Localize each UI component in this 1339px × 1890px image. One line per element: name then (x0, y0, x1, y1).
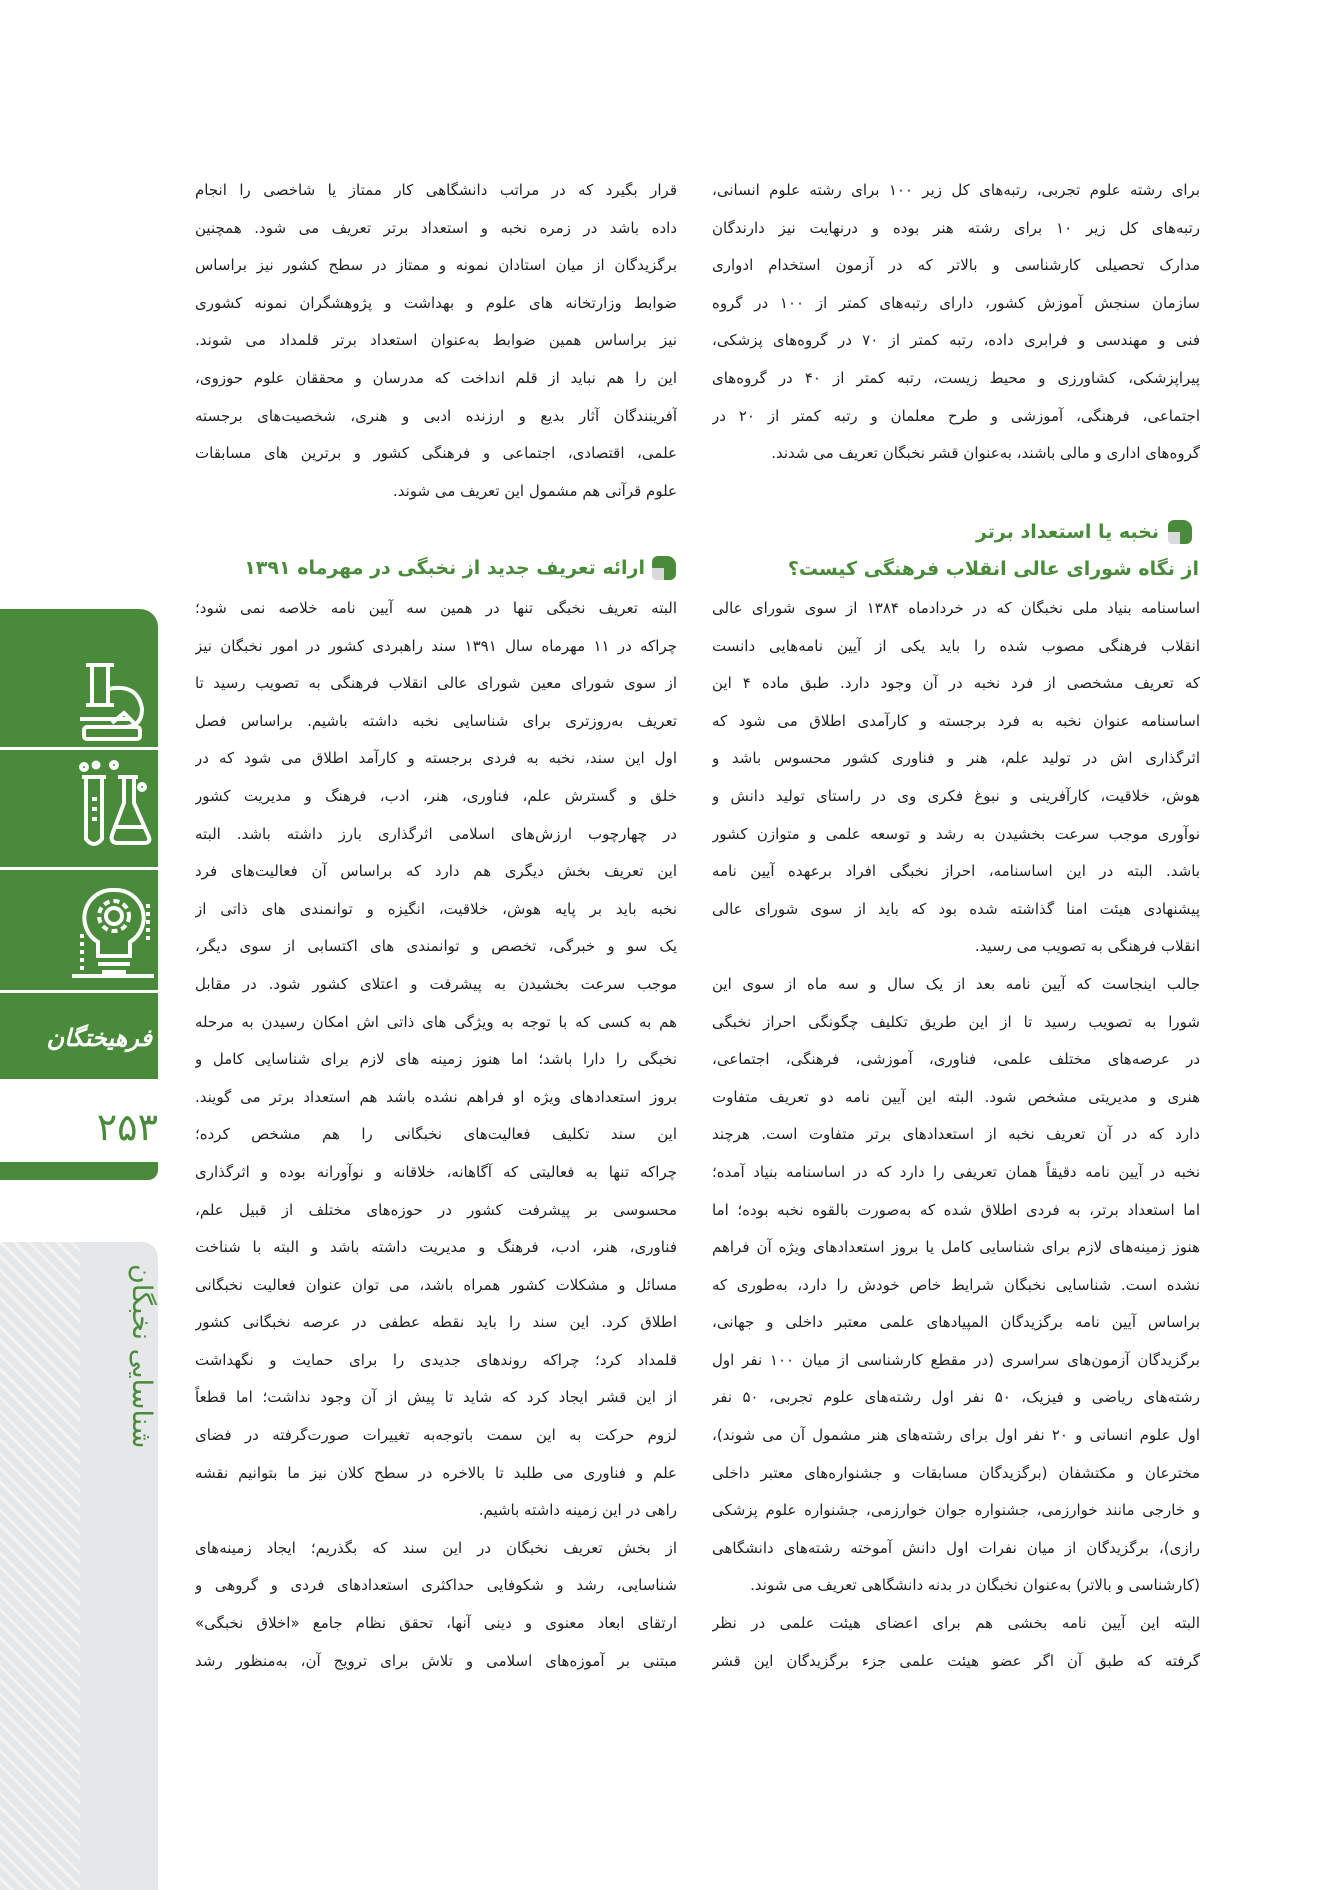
text-line: گرفته که طبق آن اگر عضو هیئت علمی جزء برگزیدگان این قشر (712, 1651, 1200, 1670)
text-line: اجتماعی، فرهنگی، آموزشی و طرح معلمان و رتبه کمتر از ۲۰ در (712, 406, 1200, 425)
text-line: پیراپزشکی، کشاورزی و محیط زیست، رتبه کمتر از ۴۰ در گروه‌های (712, 368, 1200, 387)
text-line: نخبگی را دارا باشد؛ اما هنوز زمینه های لازم برای شناسایی کامل و (195, 1050, 677, 1069)
paragraph (712, 172, 1200, 473)
text-line: این سند تکلیف فعالیت‌های نخبگانی را هم مشخص کرده؛ (195, 1125, 677, 1144)
decorative-stripes (0, 1242, 80, 1890)
text-line: هوش، خلاقیت، کارآفرینی و نبوغ فکری وی در راستای تولید دانش و (712, 786, 1200, 805)
text-line: علوم قرآنی هم مشمول این تعریف می شوند. (392, 481, 677, 500)
text-line: شورا به تصویب رسید تا از این طریق تکلیف چگونگی احراز نخبگی (712, 1012, 1200, 1031)
text-line: گروه‌های اداری و مالی باشند، به‌عنوان قشر نخبگان تعریف می شدند. (771, 444, 1200, 463)
text-line: تعریف به‌روزتری برای شناسایی نخبه داشته باشیم. براساس فصل (195, 711, 677, 730)
text-line: برگزیدگان آزمون‌های سراسری (در مقطع کارشناسی از میان ۱۰۰ نفر اول (712, 1350, 1200, 1369)
text-line: (کارشناسی و بالاتر) به‌عنوان نخبگان در بدنه دانشگاهی تعریف می شوند. (750, 1576, 1200, 1595)
text-line: علمی، اقتصادی، اجتماعی و فرهنگی کشور و برترین های مسابقات (195, 444, 677, 463)
shelf-divider (0, 867, 158, 870)
heading-bullet-icon (652, 556, 676, 580)
text-line: و خارجی مانند خوارزمی، جشنواره جوان خوارزمی، جشنواره علوم پزشکی (712, 1501, 1200, 1520)
text-line: ضوابط وزارتخانه های علوم و بهداشت و پژوهشگران نمونه کشوری (195, 293, 677, 312)
text-line: برگزیدگان از میان استادان نمونه و ممتاز در سطح کشور نیز براساس (195, 256, 677, 275)
right-column-intro (712, 172, 1200, 473)
text-line: در عرصه‌های مختلف علمی، فناوری، آموزشی، فرهنگی، اجتماعی، (712, 1050, 1200, 1069)
text-line: از سوی شورای معین شورای عالی انقلاب فرهنگی به تصویب رسید تا (195, 674, 677, 693)
text-line: مدارک تحصیلی کارشناسی و بالاتر که در آزمون استخدام ادواری (712, 256, 1200, 275)
text-line: از این قشر ایجاد کرد که شاید تا پیش از آن وجود نداشت؛ اما قطعاً (195, 1388, 677, 1407)
left-column-intro (195, 172, 677, 510)
text-line: قرار بگیرد که در مراتب دانشگاهی کار ممتاز یا شاخصی را انجام (195, 181, 677, 199)
text-line: چراکه تنها به فعالیتی که آگاهانه، خلاقانه و نوآورانه بوده و اثرگذاری (195, 1162, 677, 1181)
text-line: پیشنهادی هیئت امنا گذاشته شده بود که باید از سوی شورای عالی (712, 899, 1200, 918)
text-line: آفرینندگان آثار بدیع و ارزنده ادبی و هنری، شخصیت‌های برجسته (195, 406, 677, 425)
text-line: بروز استعدادهای ویژه او فراهم نشده باشد هم استعداد برتر می گویند. (195, 1087, 677, 1106)
paragraph (712, 590, 1200, 966)
paragraph (195, 590, 677, 1530)
shelf-divider (0, 990, 158, 993)
text-line: اثرگذاری اش در تولید علم، هنر و فناوری کشور محسوس باشد و (712, 749, 1200, 768)
text-line: چراکه در ۱۱ مهرماه سال ۱۳۹۱ سند راهبردی کشور در امور نخبگان نیز (195, 636, 677, 655)
text-line: داده باشد در زمره نخبه و استعداد برتر تعریف می شود. همچنین (195, 218, 677, 237)
text-line: دارد که در آن تعریف نخبه از استعدادهای برتر متفاوت است. هرچند (712, 1125, 1200, 1144)
text-line: انقلاب فرهنگی مصوب شده را باید یکی از آیین نامه‌هایی دانست (712, 636, 1200, 655)
text-line: قلمداد کرد؛ چراکه روندهای جدیدی را برای حمایت و نگهداشت (195, 1350, 677, 1369)
text-line: لزوم حرکت به این سمت باتوجه‌به تغییرات صورت‌گرفته در فضای (195, 1426, 677, 1445)
paragraph (712, 1605, 1200, 1680)
text-line: انقلاب فرهنگی به تصویب می رسید. (974, 937, 1200, 956)
text-line: نخبه باید بر پایه هوش، خلاقیت، انگیزه و توانمندی های ذاتی از (195, 899, 677, 918)
text-line: این را هم نباید از قلم انداخت که مدرسان و محققان علوم حوزوی، (195, 368, 677, 387)
text-line: جالب اینجاست که آیین نامه بعد از یک سال و سه ماه از سوی این (712, 974, 1200, 993)
text-line: مسائل و مشکلات کشور همراه باشد، می توان عنوان فعالیت نخبگانی (195, 1275, 677, 1294)
text-line: این تعریف بخش دیگری هم دارد که براساس آن فعالیت‌های فرد (195, 862, 677, 881)
text-line: از بخش تعریف نخبگان در این سند که بگذریم؛ ایجاد زمینه‌های (195, 1538, 677, 1557)
text-line: اول علوم انسانی و ۲۰ نفر اول برای رشته‌های هنر مشمول آن می شوند)، (712, 1426, 1200, 1445)
heading-bullet-icon (1168, 520, 1192, 544)
text-line: هنری و مدیریتی مشخص شود. البته این آیین نامه دو تعریف متفاوت (712, 1087, 1200, 1106)
text-line: محسوسی بر پیشرفت کشور در حوزه‌های مختلف از قبیل علم، (195, 1200, 677, 1219)
section-heading: ارائه تعریف جدید از نخبگی در مهرماه ۱۳۹۱ (244, 557, 645, 579)
microscope-icon (72, 661, 152, 743)
text-line: برای رشته علوم تجربی، رتبه‌های کل زیر ۱۰۰ برای رشته علوم انسانی، (712, 181, 1200, 199)
text-line: مخترعان و مکتشفان (برگزیدگان مسابقات و جشنواره‌های معتبر داخلی (712, 1463, 1200, 1482)
text-line: راهی در این زمینه داشته باشیم. (478, 1501, 677, 1520)
right-column-body (712, 590, 1200, 1680)
paragraph (195, 172, 677, 510)
text-line: نوآوری موجب سرعت بخشیدن به رشد و توسعه علمی و متوازن کشور (712, 824, 1200, 843)
text-line: رازی)، برگزیدگان از میان نفرات اول دانش آموخته رشته‌های دانشگاهی (712, 1538, 1200, 1557)
shelf-divider (0, 747, 158, 750)
text-line: اساسنامه بنیاد ملی نخبگان که در خردادماه ۱۳۸۴ از سوی شورای عالی (712, 599, 1200, 617)
magazine-logo: فرهیختگان (46, 1023, 152, 1052)
text-line: علم و فناوری می طلبد تا بالاخره در سطح کلان نیز ما بتوانیم نقشه (195, 1463, 677, 1482)
test-tube-flask-icon (72, 759, 152, 851)
text-line: اساسنامه عنوان نخبه به فرد برجسته و کارآمدی اطلاق می شود که (712, 711, 1200, 730)
text-line: خلق و گسترش علم، فناوری، هنر، ادب، فرهنگ و مدیریت کشور (195, 786, 677, 805)
text-line: در چهارچوب ارزش‌های اسلامی اثرگذاری بارز داشته باشد. البته (195, 824, 677, 843)
section-heading-line2: از نگاه شورای عالی انقلاب فرهنگی کیست؟ (787, 558, 1199, 580)
text-line: رشته‌های ریاضی و فیزیک، ۵۰ نفر اول رشته‌های علوم تجربی، ۵۰ نفر (712, 1388, 1200, 1407)
text-line: یک سو و خبرگی، تخصص و توانمندی های اکتسابی از سوی دیگر، (195, 937, 677, 956)
text-line: فنی و مهندسی و فرابری داده، رتبه کمتر از ۷۰ در گروه‌های پزشکی، (712, 331, 1200, 350)
text-line: البته تعریف نخبگی تنها در همین سه آیین نامه خلاصه نمی شود؛ (195, 599, 677, 617)
paragraph (712, 966, 1200, 1605)
text-line: نشده است. شناسایی نخبگان شرایط خاص خودش را دارد، به‌طوری که (712, 1275, 1200, 1294)
text-line: اما استعداد برتر، به فردی اطلاق شده که به‌صورت بالقوه نخبه بوده؛ اما (712, 1200, 1200, 1219)
section-title: شناسایی نخبگان (126, 1264, 157, 1449)
text-line: که تعریف مشخصی از فرد نخبه در آن وجود دارد. طبق ماده ۴ این (712, 674, 1200, 693)
text-line: شناسایی، رشد و شکوفایی حداکثری استعدادهای فردی و گروهی و (195, 1576, 677, 1595)
text-line: هم به کسی که با توجه به ویژگی های ذاتی اش امکان رسیدن به مرحله (195, 1012, 677, 1031)
text-line: براساس آیین نامه برگزیدگان المپیادهای علمی معتبر داخلی و جهانی، (712, 1313, 1200, 1332)
section-heading: نخبه یا استعداد برتر (975, 521, 1159, 543)
text-line: فناوری، هنر، ادب، فرهنگ و مدیریت داشته باشد و البته با شناخت (195, 1238, 677, 1257)
sidebar-footer-bar (0, 1162, 158, 1180)
page-number: ۲۵۳ (96, 1105, 158, 1149)
text-line: موجب سرعت بخشیدن به پیشرفت و اعتلای کشور شود. در مقابل (195, 974, 677, 993)
lightbulb-gear-icon (72, 884, 154, 980)
text-line: اطلاق کرد. این سند را باید نقطه عطفی در عرصه نخبگانی کشور (195, 1313, 677, 1332)
text-line: نخبه در آیین نامه دقیقاً همان تعریفی را دارد که در اساسنامه بنیاد آمده؛ (712, 1162, 1200, 1181)
text-line: سازمان سنجش آموزش کشور، دارای رتبه‌های کمتر از ۱۰۰ در گروه (712, 293, 1200, 312)
text-line: مبتنی بر آموزه‌های اسلامی و تلاش برای ترویج آن، به‌منظور رشد (195, 1651, 677, 1670)
text-line: البته این آیین نامه بخشی هم برای اعضای هیئت علمی در نظر (712, 1614, 1200, 1633)
section-title-strip (0, 1242, 158, 1890)
text-line: رتبه‌های کل زیر ۱۰ برای رشته هنر بوده و درنهایت نیز دارندگان (712, 218, 1200, 237)
text-line: نیز براساس همین ضوابط به‌عنوان استعداد برتر قلمداد می شوند. (195, 331, 677, 350)
text-line: هنوز زمینه‌های لازم برای شناسایی کامل یا بروز استعدادهای ویژه آن فراهم (712, 1238, 1200, 1257)
left-column-body (195, 590, 677, 1680)
text-line: ارتقای ابعاد معنوی و دینی آنها، تحقق نظام جامع «اخلاق نخبگی» (195, 1614, 677, 1633)
text-line: باشد. البته در این اساسنامه، احراز نخبگی افراد برعهده آیین نامه (712, 862, 1200, 881)
paragraph (195, 1530, 677, 1680)
text-line: اول این سند، نخبه به فردی برجسته و کارآمد اطلاق می شود که در (195, 749, 677, 768)
